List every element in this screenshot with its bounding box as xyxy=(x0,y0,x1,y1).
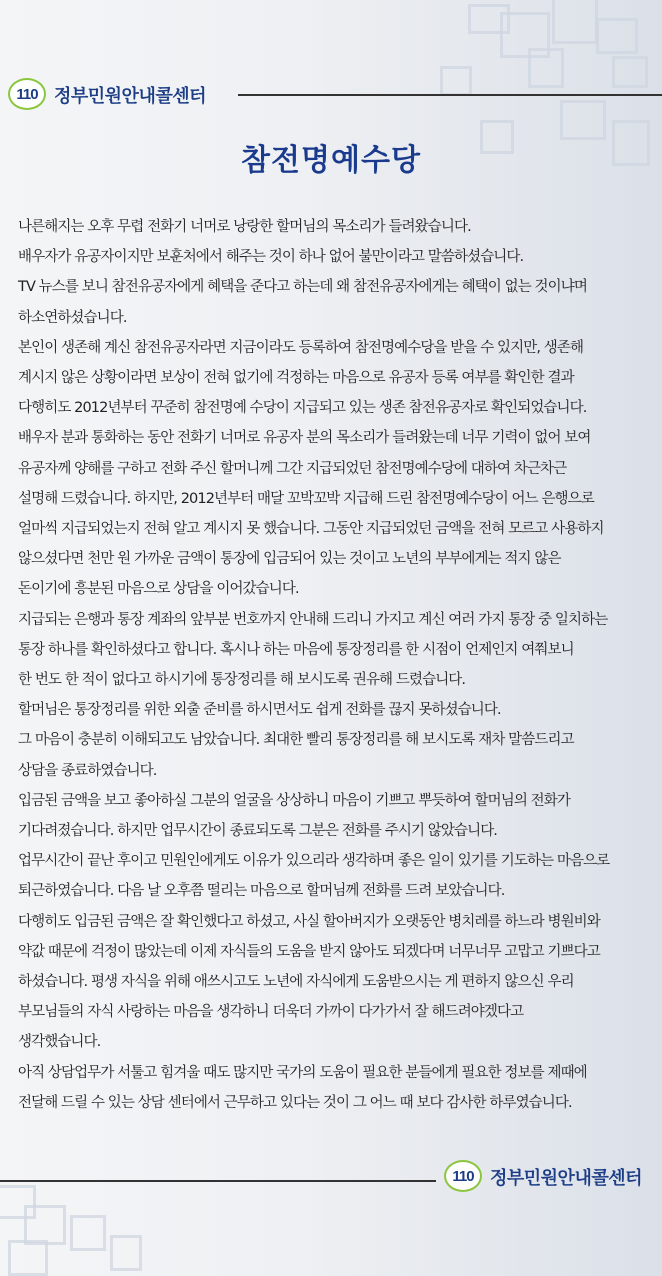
decorative-square xyxy=(70,1215,106,1251)
text-line: 본인이 생존해 계신 참전유공자라면 지금이라도 등록하여 참전명예수당을 받을 수 있지만, 생존해 xyxy=(18,339,584,356)
text-line: 퇴근하였습니다. 다음 날 오후쯤 떨리는 마음으로 할머님께 전화를 드려 보았습니다. xyxy=(18,883,505,900)
text-line: 하소연하셨습니다. xyxy=(18,309,127,326)
text-line: 지급되는 은행과 통장 계좌의 앞부분 번호까지 안내해 드리니 가지고 계신 여러 가지 통장 중 일치하는 xyxy=(18,611,608,628)
text-line: 유공자께 양해를 구하고 전화 주신 할머니께 그간 지급되었던 참전명예수당에 대하여 차근차근 xyxy=(18,460,567,477)
text-line: 전달해 드릴 수 있는 상담 센터에서 근무하고 있다는 것이 그 어느 때 보다 감사한 하루였습니다. xyxy=(18,1094,572,1111)
text-line: 아직 상담업무가 서툴고 힘겨울 때도 많지만 국가의 도움이 필요한 분들에게 필요한 정보를 제때에 xyxy=(18,1064,587,1081)
text-line: 그 마음이 충분히 이해되고도 남았습니다. 최대한 빨리 통장정리를 해 보시도록 재차 말씀드리고 xyxy=(18,732,574,749)
decorative-square xyxy=(596,18,638,54)
logo-number: 110 xyxy=(452,1167,474,1185)
footer-divider xyxy=(0,1180,436,1182)
text-line: 나른해지는 오후 무렵 전화기 너머로 낭랑한 할머님의 목소리가 들려왔습니다. xyxy=(18,219,471,235)
header-brand xyxy=(8,74,662,118)
text-line: 약값 때문에 걱정이 많았는데 이제 자식들의 도움을 받지 않아도 되겠다며 너무너무 고맙고 기쁘다고 xyxy=(18,943,600,960)
text-line: 기다려졌습니다. 하지만 업무시간이 종료되도록 그분은 전화를 주시기 않았습니다. xyxy=(18,823,498,840)
text-line: 업무시간이 끝난 후이고 민원인에게도 이유가 있으리라 생각하며 좋은 일이 있기를 기도하는 마음으로 xyxy=(18,853,610,870)
text-line: TV 뉴스를 보니 참전유공자에게 혜택을 준다고 하는데 왜 참전유공자에게는 혜택이 없는 것이냐며 xyxy=(18,279,587,296)
text-line: 돈이기에 흥분된 마음으로 상담을 이어갔습니다. xyxy=(18,581,299,598)
text-line: 않으셨다면 천만 원 가까운 금액이 통장에 입금되어 있는 것이고 노년의 부부에게는 적지 않은 xyxy=(18,551,561,568)
text-line: 계시지 않은 상황이라면 보상이 전혀 없기에 걱정하는 마음으로 유공자 등록 여부를 확인한 결과 xyxy=(18,370,574,387)
text-line: 배우자가 유공자이지만 보훈처에서 해주는 것이 하나 없어 불만이라고 말씀하셨습니다. xyxy=(18,249,524,266)
text-line: 부모님들의 자식 사랑하는 마음을 생각하니 더욱더 가까이 다가가서 잘 해드려야겠다고 xyxy=(18,1004,524,1021)
text-line: 한 번도 한 적이 없다고 하시기에 통장정리를 해 보시도록 권유해 드렸습니다. xyxy=(18,672,466,689)
text-line: 설명해 드렸습니다. 하지만, 2012년부터 매달 꼬박꼬박 지급해 드린 참전명예수당이 어느 은행으로 xyxy=(18,490,594,507)
logo-110-badge xyxy=(8,78,46,110)
decorative-square xyxy=(8,1240,48,1276)
text-line: 얼마씩 지급되었는지 전혀 알고 계시지 못 했습니다. 그동안 지급되었던 금액을 전혀 모르고 사용하지 xyxy=(18,521,604,538)
text-line: 다행히도 2012년부터 꾸준히 참전명예 수당이 지급되고 있는 생존 참전유공자로 확인되었습니다. xyxy=(18,400,587,417)
text-line: 배우자 분과 통화하는 동안 전화기 너머로 유공자 분의 목소리가 들려왔는데 너무 기력이 없어 보여 xyxy=(18,430,591,447)
page-title: 참전명예수당 xyxy=(241,143,421,178)
logo-number: 110 xyxy=(16,85,38,103)
decorative-square xyxy=(110,1235,142,1271)
text-line: 통장 하나를 확인하셨다고 합니다. 혹시나 하는 마음에 통장정리를 한 시점이 언제인지 여쭤보니 xyxy=(18,641,574,658)
footer-brand xyxy=(0,1156,662,1200)
logo-110-badge xyxy=(444,1160,482,1192)
logo-text: 정부민원안내콜센터 xyxy=(54,86,206,107)
header-divider xyxy=(238,94,662,96)
text-line: 다행히도 입금된 금액은 잘 확인했다고 하셨고, 사실 할아버지가 오랫동안 병치레를 하느라 병원비와 xyxy=(18,913,600,930)
text-line: 입금된 금액을 보고 좋아하실 그분의 얼굴을 상상하니 마음이 기쁘고 뿌듯하여 할머님의 전화가 xyxy=(18,792,570,809)
text-line: 할머님은 통장정리를 위한 외출 준비를 하시면서도 쉽게 전화를 끊지 못하셨습니다. xyxy=(18,702,501,719)
text-line: 생각했습니다. xyxy=(18,1034,101,1051)
decorative-square xyxy=(552,0,598,44)
decorative-square xyxy=(24,1205,66,1245)
text-line: 하셨습니다. 평생 자식을 위해 애쓰시고도 노년에 자식에게 도움받으시는 게 편하지 않으신 우리 xyxy=(18,974,574,991)
logo-text: 정부민원안내콜센터 xyxy=(490,1168,642,1189)
article-body xyxy=(18,212,658,1118)
text-line: 상담을 종료하였습니다. xyxy=(18,762,157,779)
